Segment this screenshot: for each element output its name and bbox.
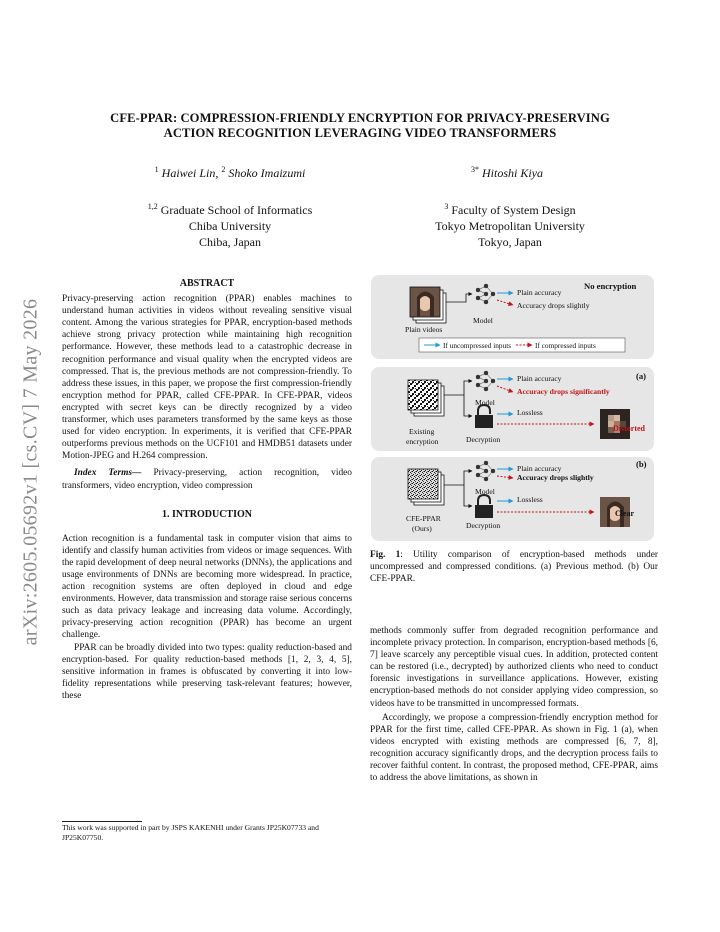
intro-paragraph-1: Action recognition is a fundamental task in computer vision that aims to identify and classify human activities from videos or image sequences. With the rapid development of deep neural networks (DNNs), the applications and usage environments of DNNs are becoming more widespread. In practice, action recognition systems are often deployed in cloud and edge environments. However, data transmission and storage raise serious concerns such as data privacy leakage and increasing data volume. Accordingly, privacy-preserving action recognition (PPAR) has become an urgent challenge. [62,533,352,641]
index-terms: Index Terms— Privacy-preserving, action recognition, video transformers, video encryption, video compression [62,468,352,491]
intro-paragraph-2: PPAR can be broadly divided into two types: quality reduction-based and encryption-based. For quality reduction-based methods [1, 2, 3, 4, 5], sensitive information in frames is obfuscated by converting it into low-fidelity representations while preserving task-relevant features; however, these [62,642,352,701]
label-ours: (Ours) [412,524,432,533]
figure-1 [368,275,656,541]
a-lossless: Lossless [517,408,543,417]
affiliation-left: $^{1,2}$ Graduate School of Informatics Chiba University Chiba, Japan [147,202,313,249]
a-out-plain: Plain accuracy [517,374,562,383]
b-lossless: Lossless [517,495,543,504]
label-model-a: Model [475,398,495,407]
footnote-rule [62,821,142,822]
model-icon-top [476,284,495,304]
intro-right-paragraph-1: methods commonly suffer from degraded recognition performance and incomplete privacy protection. In comparison, encryption-based methods [6, 7] leave scarcely any perceptible visual cues. In addition, protected content can be restored (i.e., decrypted) by authorized clients who need to conduct forensic investigations in surveillance applications. However, existing encryption-based methods do not consider applying video compression, so videos have to be transmitted in uncompressed formats. [370,626,658,709]
authors-right: $^{3*}$ Hitoshi Kiya [470,165,543,180]
tag-b: (b) [636,459,647,469]
model-icon-a [476,371,495,391]
label-cfe-ppar: CFE-PPAR [406,514,441,523]
paper-title [60,111,660,141]
label-decryption-b: Decryption [466,521,501,530]
label-model-top: Model [473,316,493,325]
tag-no-encryption: No encryption [584,281,637,291]
left-column [62,278,352,702]
b-out-drop: Accuracy drops slightly [517,473,594,482]
intro-right-paragraph-2: Accordingly, we propose a compression-friendly encryption method for PPAR for the first time, called CFE-PPAR. As shown in Fig. 1 (a), when videos encrypted with existing methods are compressed [6, 7, 8], recognition accuracy significantly drops, and the decryption process fails to recover faithful content. In contrast, the proposed method, CFE-PPAR, aims to address the above limitations, as shown in [370,712,658,784]
result-clear: Clear [615,509,635,518]
encrypted-video-stack-b [408,469,444,505]
abstract-heading: ABSTRACT [179,278,235,289]
title-line-1: CFE-PPAR: COMPRESSION-FRIENDLY ENCRYPTION FOR PRIVACY-PRESERVING [110,111,610,125]
legend-compressed: If compressed inputs [535,341,596,350]
plain-video-stack [410,287,446,323]
figure-graphics [368,275,656,541]
b-out-plain: Plain accuracy [517,464,562,473]
authors-left: $^1$ Haiwei Lin, $^2$ Shoko Imaizumi [154,165,306,180]
arrow-input-to-model [446,294,472,302]
figure-caption: Fig. 1: Utility comparison of encryption-based methods under uncompressed and compressed conditions. (a) Previous method. (b) Our CFE-PPAR. [370,550,658,585]
label-decryption-a: Decryption [466,435,501,444]
arxiv-stamp: arXiv:2605.05692v1 [cs.CV] 7 May 2026 [19,298,42,646]
lock-icon-b [475,495,493,518]
a-out-drop: Accuracy drops significantly [517,387,610,396]
top-out-plain: Plain accuracy [517,288,562,297]
top-out-drop: Accuracy drops slightly [517,301,590,310]
label-plain-videos: Plain videos [405,325,443,334]
lock-icon-a [475,405,493,428]
label-model-b: Model [475,487,495,496]
abstract-text: Privacy-preserving action recognition (PPAR) enables machines to understand human activities in videos without revealing sensitive visual content. Among the various strategies for PPAR, encryption-based methods achieve strong privacy protection while maintaining high recognition performance. However, these methods lead to a catastrophic decrease in recognition performance and visual quality when the encrypted videos are compressed. That is, the previous methods are not compression-friendly. To address these issues, in this paper, we propose the first compression-friendly encryption method for PPAR, called CFE-PPAR. In CFE-PPAR, videos encrypted with secret keys can be directly recognized by a video transformer, which uses parameters transformed by the same keys as those used for video encryption. In experiments, it is verified that CFE-PPAR outperforms previous methods on the UCF101 and HMDB51 datasets under Motion-JPEG and H.264 compression. [62,294,352,462]
title-line-2: ACTION RECOGNITION LEVERAGING VIDEO TRANSFORMERS [163,126,557,140]
tag-a: (a) [636,371,647,381]
legend-uncompressed: If uncompressed inputs [443,341,512,350]
affiliation-right: $^3$ Faculty of System Design Tokyo Metropolitan University Tokyo, Japan [435,202,585,249]
encrypted-video-stack-a [408,380,444,416]
result-distorted: Distorted [613,424,645,433]
label-encryption: encryption [406,437,439,446]
label-existing: Existing [409,427,435,436]
footnote: This work was supported in part by JSPS KAKENHI under Grants JP25K07733 and JP25K07750. [62,823,319,842]
intro-heading: 1. INTRODUCTION [161,508,252,520]
model-icon-b [476,461,495,481]
right-column [370,625,658,784]
